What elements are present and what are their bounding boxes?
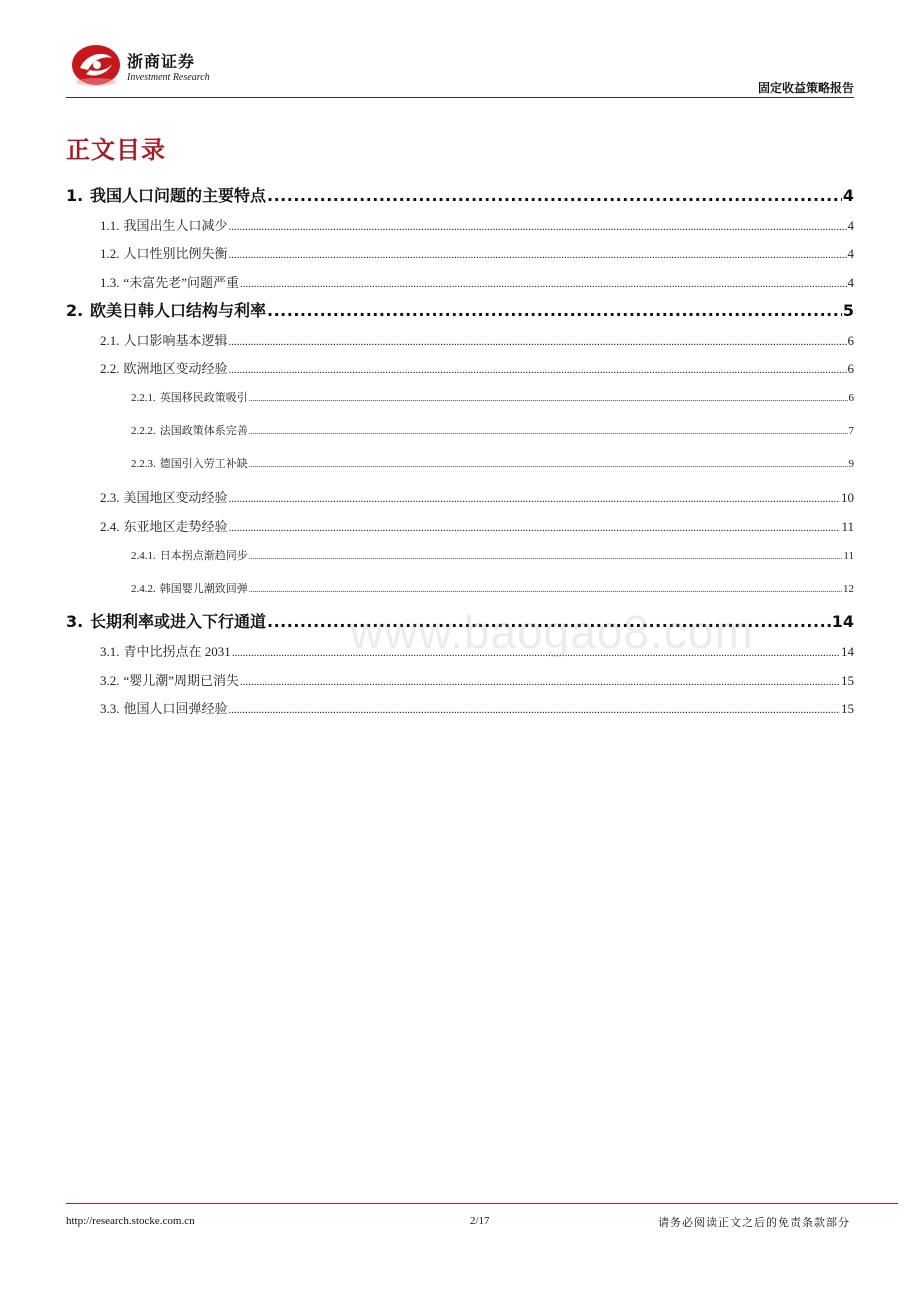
toc-entry[interactable] [100,516,854,535]
toc-entry[interactable] [66,298,854,321]
toc-entry[interactable] [100,272,854,291]
toc-text: 韩国婴儿潮致回弹 [159,583,248,595]
toc-text: 德国引入劳工补缺 [159,458,248,470]
toc-page: 10 [841,490,854,505]
toc-text: 美国地区变动经验 [123,490,228,505]
toc-text: “婴儿潮”周期已消失 [123,673,240,688]
toc-text: 东亚地区走势经验 [123,519,228,534]
toc-number: 3.3. [100,701,120,716]
toc-number: 2.1. [100,333,120,348]
toc-number: 1.1. [100,218,120,233]
toc-page: 6 [847,361,854,376]
toc-page: 9 [848,458,854,470]
toc-number: 3.2. [100,673,120,688]
toc-text: 青中比拐点在 2031 [123,644,231,659]
toc-leader [249,427,848,436]
toc-page: 7 [848,425,854,437]
toc-entry[interactable] [100,330,854,349]
toc-entry[interactable] [131,455,854,471]
toc-page: 15 [841,673,854,688]
footer-divider [66,1203,898,1204]
toc-text: 他国人口回弹经验 [123,701,228,716]
toc-number: 2.2.3. [131,458,156,470]
toc-number: 2. [66,301,84,320]
toc-leader [240,676,840,688]
toc-page: 4 [847,246,854,261]
watermark: www.baogao8.com [350,606,754,658]
toc-page: 11 [841,519,854,534]
report-type-label: 固定收益策略报告 [757,81,854,95]
toc-entry[interactable] [100,698,854,717]
toc-page: 5 [842,301,854,320]
toc-number: 2.4.1. [131,550,156,562]
toc-number: 3. [66,612,84,631]
toc-entry[interactable] [131,389,854,405]
toc-leader [229,364,847,376]
toc-leader [229,336,847,348]
toc-entry[interactable] [100,215,854,234]
page-title: 正文目录 [66,136,166,164]
toc-leader [249,460,848,469]
toc-leader [240,278,846,290]
toc-leader [267,186,842,205]
toc-text: 欧美日韩人口结构与利率 [90,301,267,320]
toc-page: 12 [843,583,854,595]
toc-text: 长期利率或进入下行通道 [90,612,267,631]
toc-entry[interactable] [100,358,854,377]
toc-text: 我国人口问题的主要特点 [90,186,267,205]
toc-leader [267,301,842,320]
toc-text: 我国出生人口减少 [123,218,228,233]
footer-disclaimer: 请务必阅读正文之后的免责条款部分 [658,1216,850,1229]
toc-number: 1.3. [100,275,120,290]
toc-text: 人口性别比例失衡 [123,246,228,261]
header-divider [66,97,854,98]
toc-leader [229,221,847,233]
toc-page: 6 [847,333,854,348]
toc-leader [249,552,843,561]
footer-url-link[interactable]: http://research.stocke.com.cn [66,1215,195,1227]
toc-leader [229,704,840,716]
page-number: 2/17 [470,1215,490,1227]
toc-entry[interactable] [131,422,854,438]
toc-number: 1.2. [100,246,120,261]
toc-text: 法国政策体系完善 [159,425,248,437]
toc-leader [249,394,848,403]
toc-entry[interactable] [100,670,854,689]
toc-text: 日本拐点渐趋同步 [159,550,248,562]
brand-name-en: Investment Research [127,72,210,83]
toc-entry[interactable] [131,547,854,563]
toc-page: 14 [831,612,854,631]
toc-page: 4 [847,275,854,290]
toc-page: 11 [843,550,854,562]
zheshang-logo-icon [70,42,122,88]
toc-leader [229,249,847,261]
toc-entry[interactable] [131,580,854,596]
toc-leader [229,522,841,534]
toc-number: 1. [66,186,84,205]
toc-number: 2.2.1. [131,392,156,404]
toc-text: 英国移民政策吸引 [159,392,248,404]
toc-number: 3.1. [100,644,120,659]
toc-entry[interactable] [66,183,854,206]
toc-number: 2.4.2. [131,583,156,595]
toc-page: 14 [841,644,854,659]
toc-number: 2.4. [100,519,120,534]
toc-page: 4 [847,218,854,233]
toc-leader [229,493,840,505]
toc-number: 2.2. [100,361,120,376]
toc-number: 2.3. [100,490,120,505]
toc-entry[interactable] [100,487,854,506]
toc-text: “未富先老”问题严重 [123,275,240,290]
toc-leader [249,585,842,594]
toc-entry[interactable] [100,243,854,262]
toc-page: 6 [848,392,854,404]
toc-page: 15 [841,701,854,716]
toc-page: 4 [842,186,854,205]
toc-text: 欧洲地区变动经验 [123,361,228,376]
brand-name-cn: 浙商证券 [127,52,196,71]
toc-text: 人口影响基本逻辑 [123,333,228,348]
toc-number: 2.2.2. [131,425,156,437]
